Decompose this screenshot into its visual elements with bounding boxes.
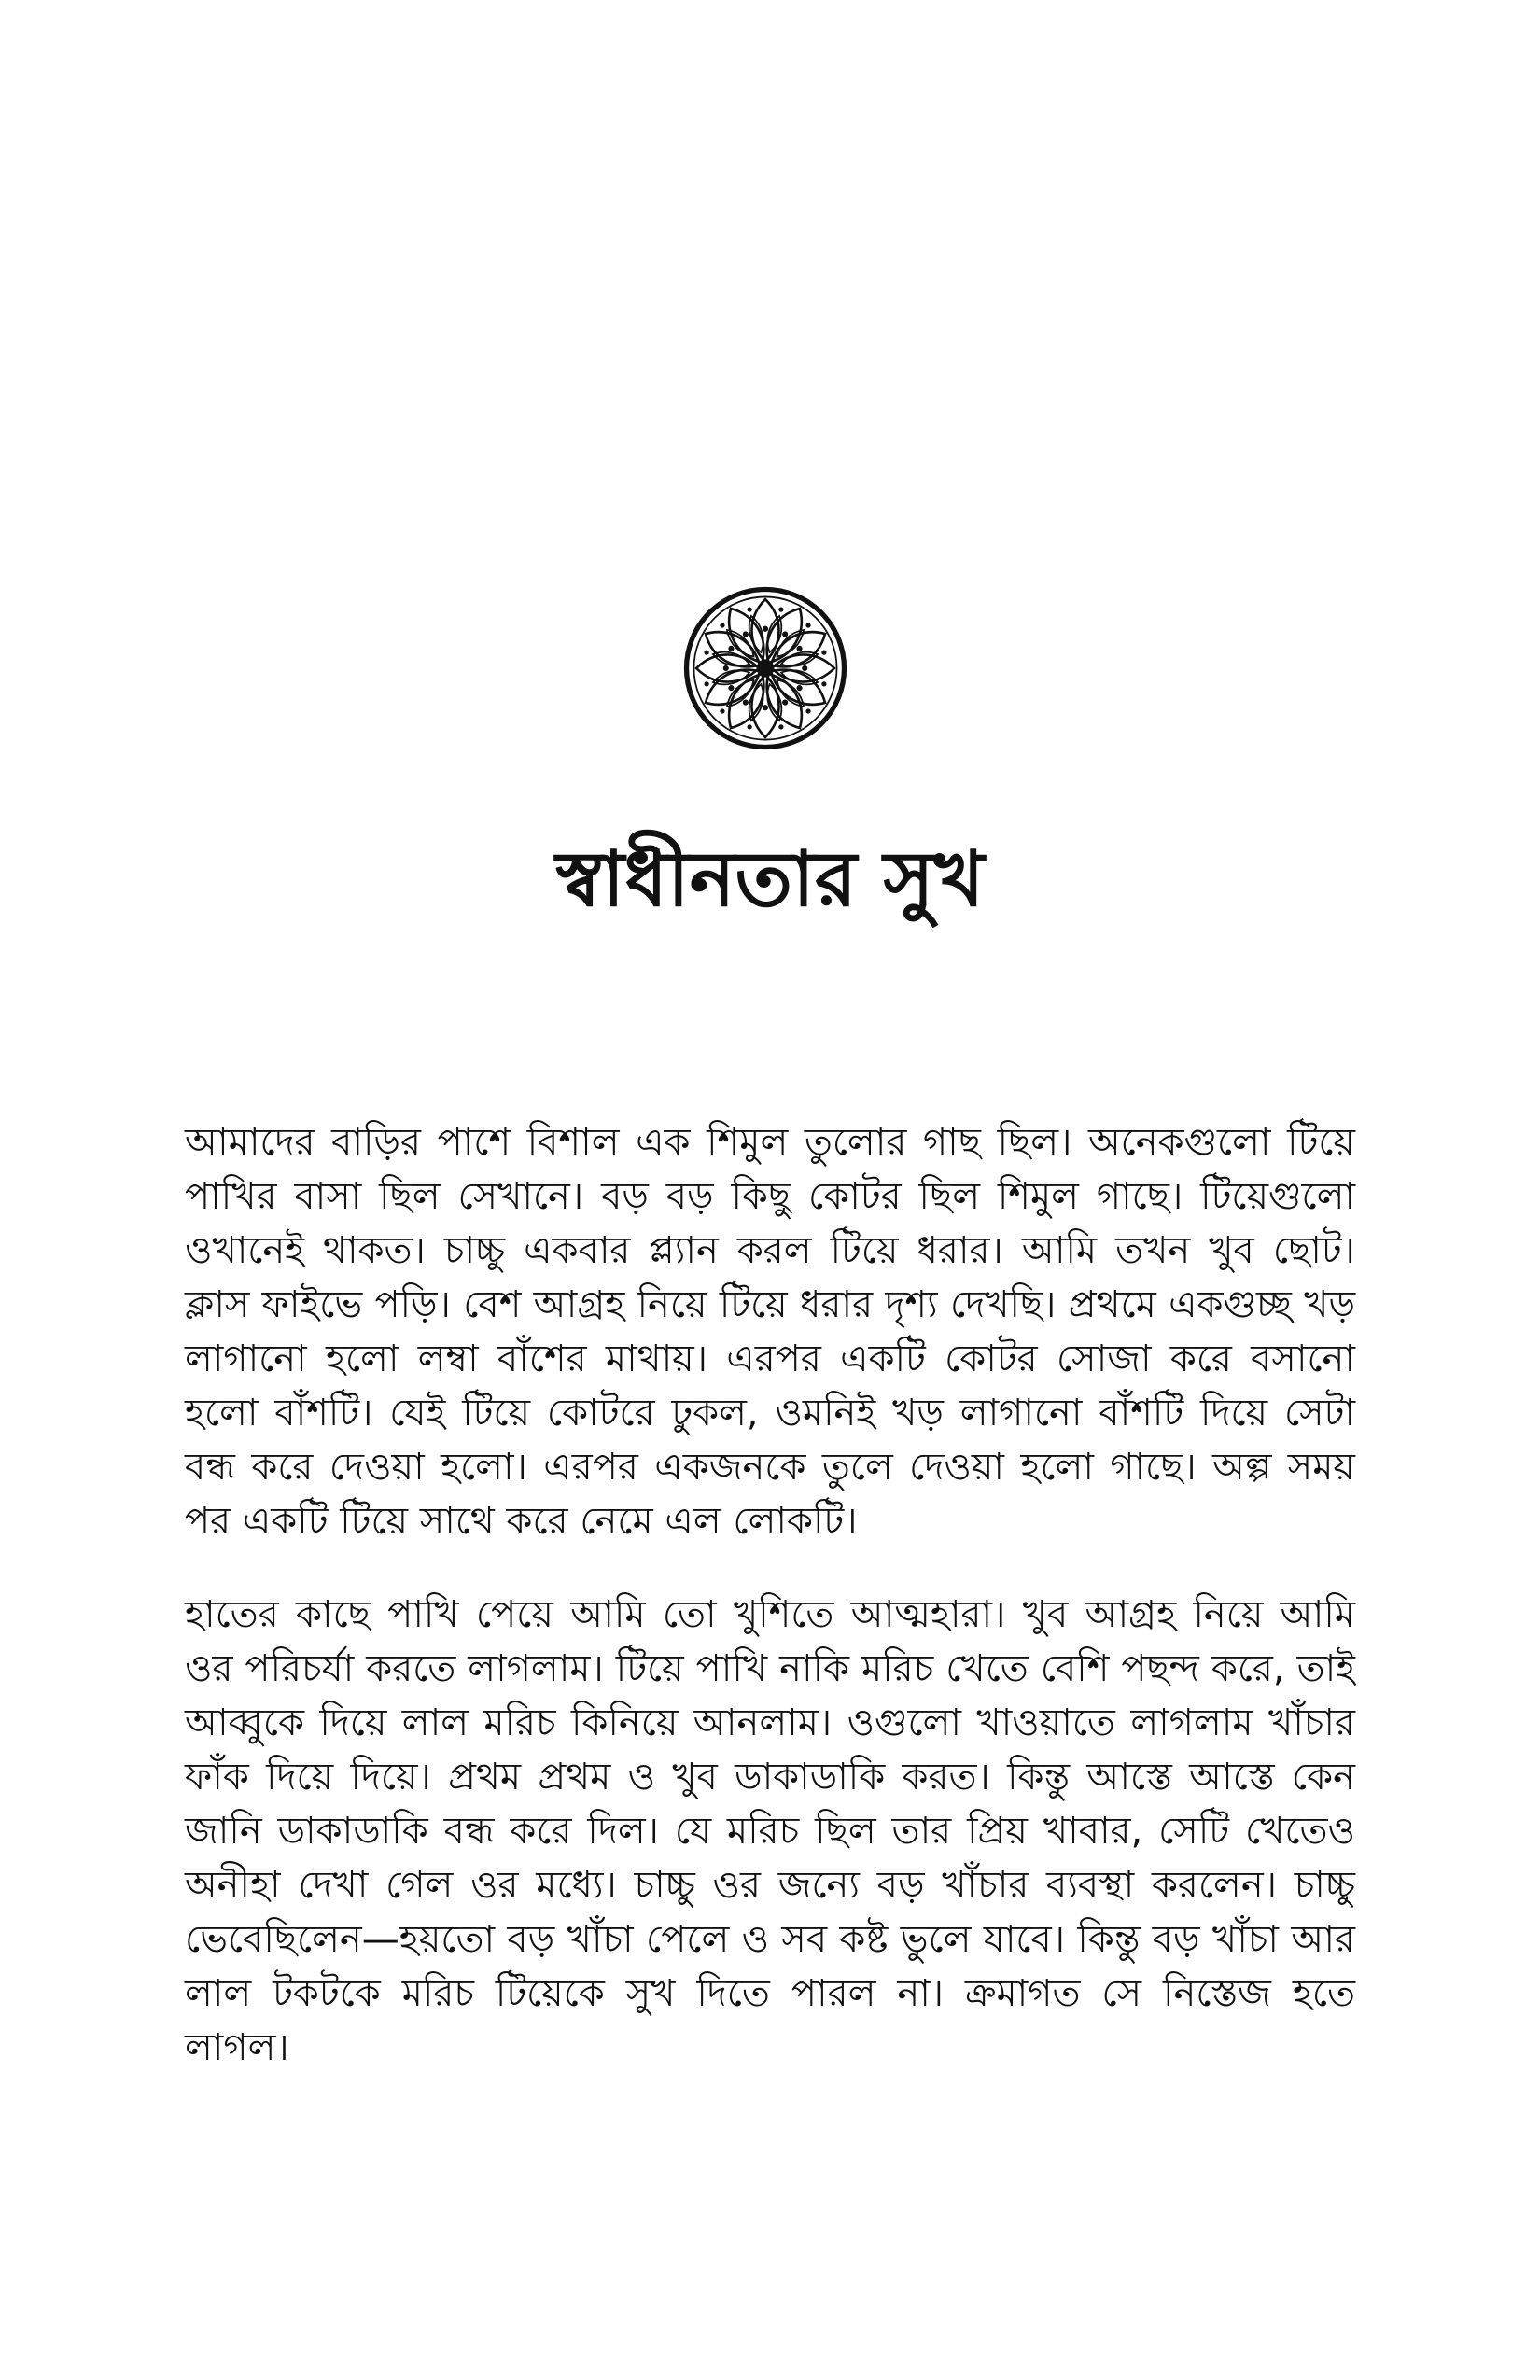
chapter-title: স্বাধীনতার সুখ bbox=[555, 835, 985, 924]
body-text bbox=[185, 1115, 1355, 2075]
paragraph-1: আমাদের বাড়ির পাশে বিশাল এক শিমুল তুলোর গাছ ছিল। অনেকগুলো টিয়ে পাখির বাসা ছিল সেখানে। বড় বড় কিছু কোটর ছিল শিমুল গাছে। টিয়েগুলো ওখানেই থাকত। চাচ্চু একবার প্ল্যান করল টিয়ে ধরার। আমি তখন খুব ছোট। ক্লাস ফাইভে পড়ি। বেশ আগ্রহ নিয়ে টিয়ে ধরার দৃশ্য দেখছি। প্রথমে একগুচ্ছ খড় লাগানো হলো লম্বা বাঁশের মাথায়। এরপর একটি কোটর সোজা করে বসানো হলো বাঁশটি। যেই টিয়ে কোটরে ঢুকল, ওমনিই খড় লাগানো বাঁশটি দিয়ে সেটা বন্ধ করে দেওয়া হলো। এরপর একজনকে তুলে দেওয়া হলো গাছে। অল্প সময় পর একটি টিয়ে সাথে করে নেমে এল লোকটি। bbox=[185, 1121, 1355, 1543]
paragraph-2: হাতের কাছে পাখি পেয়ে আমি তো খুশিতে আত্মহারা। খুব আগ্রহ নিয়ে আমি ওর পরিচর্যা করতে লাগলাম। টিয়ে পাখি নাকি মরিচ খেতে বেশি পছন্দ করে, তাই আব্বুকে দিয়ে লাল মরিচ কিনিয়ে আনলাম। ওগুলো খাওয়াতে লাগলাম খাঁচার ফাঁক দিয়ে দিয়ে। প্রথম প্রথম ও খুব ডাকাডাকি করত। কিন্তু আস্তে আস্তে কেন জানি ডাকাডাকি বন্ধ করে দিল। যে মরিচ ছিল তার প্রিয় খাবার, সেটি খেতেও অনীহা দেখা গেল ওর মধ্যে। চাচ্চু ওর জন্যে বড় খাঁচার ব্যবস্থা করলেন। চাচ্চু ভেবেছিলেন—হয়তো বড় খাঁচা পেলে ও সব কষ্ট ভুলে যাবে। কিন্তু বড় খাঁচা আর লাল টকটকে মরিচ টিয়েকে সুখ দিতে পারল না। ক্রমাগত সে নিস্তেজ হতে লাগল। bbox=[185, 1593, 1355, 2069]
mandala-icon bbox=[683, 586, 847, 750]
